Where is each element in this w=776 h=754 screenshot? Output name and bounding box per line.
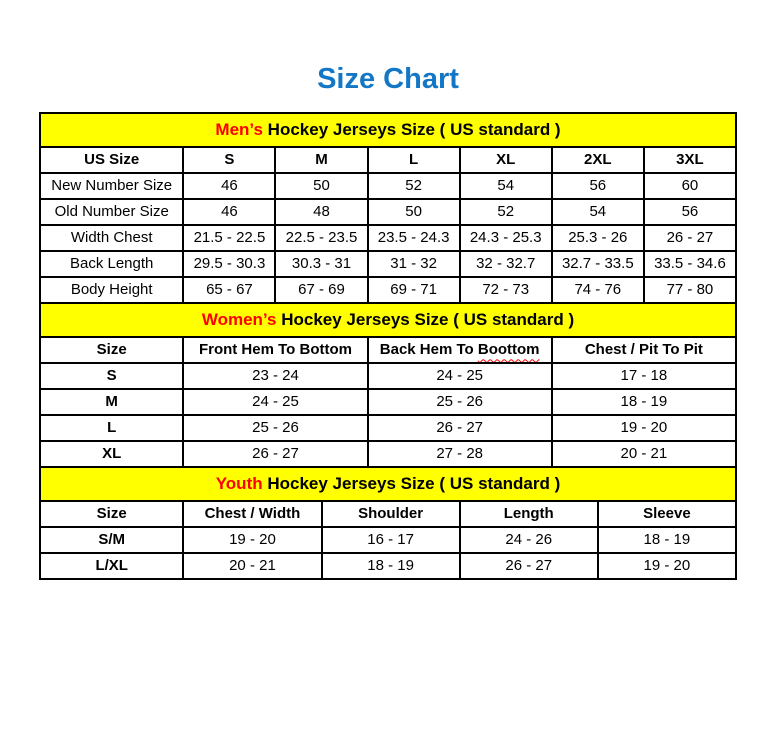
size-chart <box>39 112 737 580</box>
column-header: L <box>368 147 460 173</box>
column-header: 2XL <box>552 147 644 173</box>
table-row <box>40 527 736 553</box>
size-value: 30.3 - 31 <box>275 251 367 277</box>
size-value: 54 <box>552 199 644 225</box>
size-value: 21.5 - 22.5 <box>183 225 275 251</box>
table-row <box>40 415 736 441</box>
mens-size-table <box>39 112 737 304</box>
size-value: 46 <box>183 173 275 199</box>
row-label: L/XL <box>40 553 183 579</box>
size-value: 26 - 27 <box>183 441 367 467</box>
row-label: S/M <box>40 527 183 553</box>
size-value: 67 - 69 <box>275 277 367 303</box>
size-value: 48 <box>275 199 367 225</box>
misspelled-word: Boottom <box>477 341 540 359</box>
size-value: 56 <box>552 173 644 199</box>
table-row <box>40 441 736 467</box>
row-label: XL <box>40 441 183 467</box>
size-value: 52 <box>460 199 552 225</box>
table-row <box>40 363 736 389</box>
column-header: XL <box>460 147 552 173</box>
column-header: Chest / Width <box>183 501 321 527</box>
column-header: S <box>183 147 275 173</box>
size-value: 69 - 71 <box>368 277 460 303</box>
youth-size-table <box>39 466 737 580</box>
size-value: 18 - 19 <box>552 389 736 415</box>
row-label: S <box>40 363 183 389</box>
table-row <box>40 389 736 415</box>
size-value: 77 - 80 <box>644 277 736 303</box>
section-title-text: Hockey Jerseys Size ( US standard ) <box>262 119 561 139</box>
table-row <box>40 199 736 225</box>
size-value: 52 <box>368 173 460 199</box>
size-value: 25 - 26 <box>368 389 552 415</box>
column-header: Length <box>460 501 598 527</box>
size-value: 16 - 17 <box>322 527 460 553</box>
size-value: 18 - 19 <box>598 527 736 553</box>
column-header: Chest / Pit To Pit <box>552 337 736 363</box>
row-label: Back Length <box>40 251 183 277</box>
size-value: 54 <box>460 173 552 199</box>
size-value: 31 - 32 <box>368 251 460 277</box>
section-band-row <box>40 467 736 501</box>
mens-section-title <box>40 113 736 147</box>
table-row <box>40 225 736 251</box>
section-title-accent: Women’s <box>201 309 277 329</box>
size-value: 32 - 32.7 <box>460 251 552 277</box>
row-label: New Number Size <box>40 173 183 199</box>
size-value: 26 - 27 <box>460 553 598 579</box>
size-value: 19 - 20 <box>598 553 736 579</box>
size-value: 19 - 20 <box>552 415 736 441</box>
youth-section-title <box>40 467 736 501</box>
row-label: Old Number Size <box>40 199 183 225</box>
size-value: 24 - 25 <box>183 389 367 415</box>
section-title-accent: Youth <box>215 473 263 493</box>
size-value: 32.7 - 33.5 <box>552 251 644 277</box>
size-value: 65 - 67 <box>183 277 275 303</box>
size-value: 50 <box>368 199 460 225</box>
size-value: 23 - 24 <box>183 363 367 389</box>
size-value: 24.3 - 25.3 <box>460 225 552 251</box>
size-value: 72 - 73 <box>460 277 552 303</box>
womens-section-title <box>40 303 736 337</box>
size-value: 46 <box>183 199 275 225</box>
table-row <box>40 553 736 579</box>
column-header: US Size <box>40 147 183 173</box>
section-band-row <box>40 113 736 147</box>
size-value: 20 - 21 <box>552 441 736 467</box>
column-header: 3XL <box>644 147 736 173</box>
section-title-text: Hockey Jerseys Size ( US standard ) <box>276 309 575 329</box>
column-header-row <box>40 147 736 173</box>
page-title: Size Chart <box>317 63 459 95</box>
section-title-text: Hockey Jerseys Size ( US standard ) <box>262 473 561 493</box>
size-value: 17 - 18 <box>552 363 736 389</box>
size-value: 20 - 21 <box>183 553 321 579</box>
table-row <box>40 277 736 303</box>
column-header: Front Hem To Bottom <box>183 337 367 363</box>
size-value: 33.5 - 34.6 <box>644 251 736 277</box>
row-label: Width Chest <box>40 225 183 251</box>
size-value: 23.5 - 24.3 <box>368 225 460 251</box>
column-header: Size <box>40 337 183 363</box>
size-value: 56 <box>644 199 736 225</box>
row-label: Body Height <box>40 277 183 303</box>
column-header-row <box>40 501 736 527</box>
column-header <box>368 337 552 363</box>
size-value: 25.3 - 26 <box>552 225 644 251</box>
size-value: 24 - 25 <box>368 363 552 389</box>
size-value: 25 - 26 <box>183 415 367 441</box>
column-header-text: Back Hem To <box>379 341 478 359</box>
column-header: M <box>275 147 367 173</box>
size-value: 24 - 26 <box>460 527 598 553</box>
size-value: 74 - 76 <box>552 277 644 303</box>
column-header: Sleeve <box>598 501 736 527</box>
section-band-row <box>40 303 736 337</box>
size-value: 27 - 28 <box>368 441 552 467</box>
table-row <box>40 173 736 199</box>
size-value: 19 - 20 <box>183 527 321 553</box>
size-value: 26 - 27 <box>644 225 736 251</box>
size-value: 26 - 27 <box>368 415 552 441</box>
row-label: M <box>40 389 183 415</box>
table-row <box>40 251 736 277</box>
size-value: 18 - 19 <box>322 553 460 579</box>
section-title-accent: Men’s <box>215 119 263 139</box>
column-header-row <box>40 337 736 363</box>
column-header: Shoulder <box>322 501 460 527</box>
column-header: Size <box>40 501 183 527</box>
womens-size-table <box>39 302 737 468</box>
size-value: 60 <box>644 173 736 199</box>
size-value: 22.5 - 23.5 <box>275 225 367 251</box>
size-value: 50 <box>275 173 367 199</box>
size-value: 29.5 - 30.3 <box>183 251 275 277</box>
row-label: L <box>40 415 183 441</box>
